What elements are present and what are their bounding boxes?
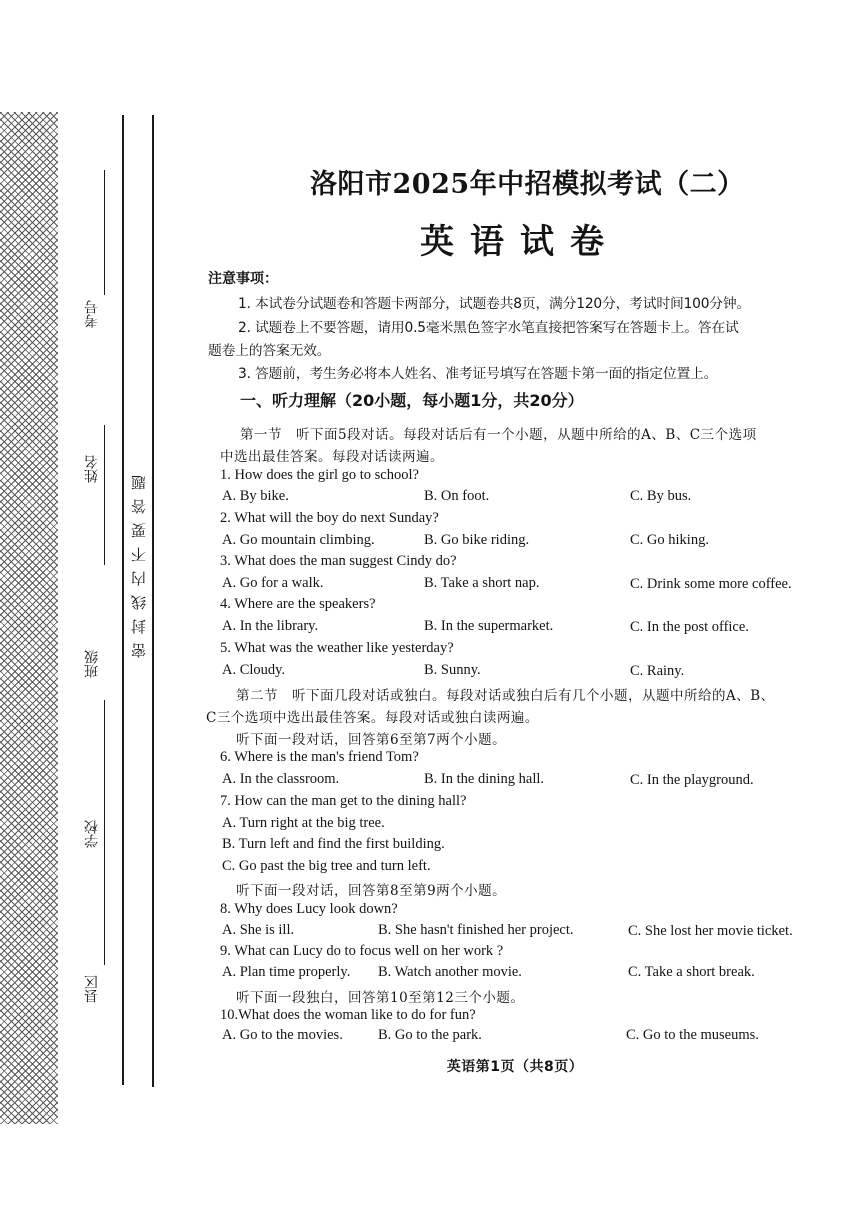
option-b[interactable]: B. Watch another movie. — [378, 964, 522, 980]
binding-line-left — [122, 115, 124, 1085]
option-a[interactable]: A. Plan time properly. — [222, 964, 351, 980]
field-label: 县区 — [84, 975, 100, 1003]
question-4: 4. Where are the speakers? — [220, 596, 376, 612]
field-label: 考号 — [84, 300, 100, 328]
field-underline — [104, 425, 105, 565]
option-a[interactable]: A. She is ill. — [222, 922, 295, 938]
sub-instruction-6-7: 听下面一段对话，回答第6至第7两个小题。 — [236, 732, 507, 748]
option-c[interactable]: C. Take a short break. — [628, 964, 755, 980]
question-9: 9. What can Lucy do to focus well on her work ? — [220, 943, 504, 959]
option-b[interactable]: B. Go bike riding. — [424, 532, 530, 548]
field-district[interactable] — [74, 975, 116, 1045]
field-underline — [104, 770, 105, 860]
option-b[interactable]: B. Sunny. — [424, 662, 481, 678]
section1-instruction: 第一节 听下面5段对话。每段对话后有一个小题，从题中所给的A、B、C三个选项 — [240, 427, 757, 443]
option-b[interactable]: B. In the supermarket. — [424, 618, 554, 634]
option-c[interactable]: C. By bus. — [630, 488, 692, 504]
option-c[interactable]: C. Go to the museums. — [626, 1027, 759, 1043]
option-b[interactable]: B. Take a short nap. — [424, 575, 540, 591]
option-c[interactable]: C. Rainy. — [630, 663, 685, 679]
option-c[interactable]: C. Drink some more coffee. — [630, 576, 792, 592]
option-a[interactable]: A. Go mountain climbing. — [222, 532, 375, 548]
question-5: 5. What was the weather like yesterday? — [220, 640, 454, 656]
option-b[interactable]: B. She hasn't finished her project. — [378, 922, 574, 938]
student-info-fields — [74, 150, 116, 1050]
section2-instruction: 第二节 听下面几段对话或独白。每段对话或独白后有几个小题，从题中所给的A、B、 — [236, 688, 775, 704]
exam-subtitle: 英语试卷 — [420, 222, 620, 262]
notice-heading: 注意事项： — [208, 271, 278, 287]
sub-instruction-8-9: 听下面一段对话，回答第8至第9两个小题。 — [236, 883, 507, 899]
field-label: 班级 — [84, 650, 100, 678]
section2-instruction-cont: C三个选项中选出最佳答案。每段对话或独白读两遍。 — [206, 710, 539, 726]
option-a[interactable]: A. Cloudy. — [222, 662, 286, 678]
page-footer: 英语第1页（共8页） — [446, 1059, 584, 1075]
question-10: 10.What does the woman like to do for fun? — [220, 1007, 476, 1023]
exam-title: 洛阳市2025年中招模拟考试（二） — [310, 169, 745, 200]
option-c[interactable]: C. Go hiking. — [630, 532, 709, 548]
field-exam-number[interactable] — [74, 150, 116, 350]
option-b[interactable]: B. Go to the park. — [378, 1027, 482, 1043]
binding-line-right — [152, 115, 154, 1087]
field-school[interactable] — [74, 800, 116, 900]
sub-instruction-10-12: 听下面一段独白，回答第10至第12三个小题。 — [236, 990, 525, 1006]
part-heading: 一、听力理解（20小题，每小题1分，共20分） — [240, 391, 584, 410]
notice-item-1: 1. 本试卷分试题卷和答题卡两部分，试题卷共8页，满分120分，考试时间100分钟。 — [238, 296, 751, 312]
option-b[interactable]: B. On foot. — [424, 488, 490, 504]
option-a[interactable]: A. By bike. — [222, 488, 289, 504]
option-c[interactable]: C. In the playground. — [630, 772, 754, 788]
question-6: 6. Where is the man's friend Tom? — [220, 749, 419, 765]
question-3: 3. What does the man suggest Cindy do? — [220, 553, 457, 569]
notice-item-2: 2. 试题卷上不要答题，请用0.5毫米黑色签字水笔直接把答案写在答题卡上。答在试 — [238, 320, 739, 336]
option-a[interactable]: A. Go for a walk. — [222, 575, 324, 591]
option-a[interactable]: A. Turn right at the big tree. — [222, 815, 385, 831]
section1-instruction-cont: 中选出最佳答案。每段对话读两遍。 — [220, 449, 444, 465]
field-label: 姓名 — [84, 455, 100, 483]
question-2: 2. What will the boy do next Sunday? — [220, 510, 439, 526]
field-underline — [104, 170, 105, 295]
field-name[interactable] — [74, 435, 116, 565]
field-underline — [104, 855, 105, 965]
question-8: 8. Why does Lucy look down? — [220, 901, 398, 917]
binding-hatch-pattern — [0, 112, 58, 1124]
option-c[interactable]: C. Go past the big tree and turn left. — [222, 858, 431, 874]
option-a[interactable]: A. Go to the movies. — [222, 1027, 343, 1043]
option-b[interactable]: B. In the dining hall. — [424, 771, 545, 787]
option-a[interactable]: A. In the library. — [222, 618, 319, 634]
option-a[interactable]: A. In the classroom. — [222, 771, 340, 787]
field-class[interactable] — [74, 620, 116, 730]
option-b[interactable]: B. Turn left and find the first building. — [222, 836, 445, 852]
notice-item-3: 3. 答题前，考生务必将本人姓名、准考证号填写在答题卡第一面的指定位置上。 — [238, 366, 718, 382]
question-1: 1. How does the girl go to school? — [220, 467, 419, 483]
notice-item-2-cont: 题卷上的答案无效。 — [208, 343, 331, 359]
option-c[interactable]: C. In the post office. — [630, 619, 749, 635]
field-label: 学校 — [84, 820, 100, 848]
question-7: 7. How can the man get to the dining hall? — [220, 793, 467, 809]
option-c[interactable]: C. She lost her movie ticket. — [628, 923, 793, 939]
seal-line-notice: 密封线内不要答题 — [130, 466, 148, 658]
